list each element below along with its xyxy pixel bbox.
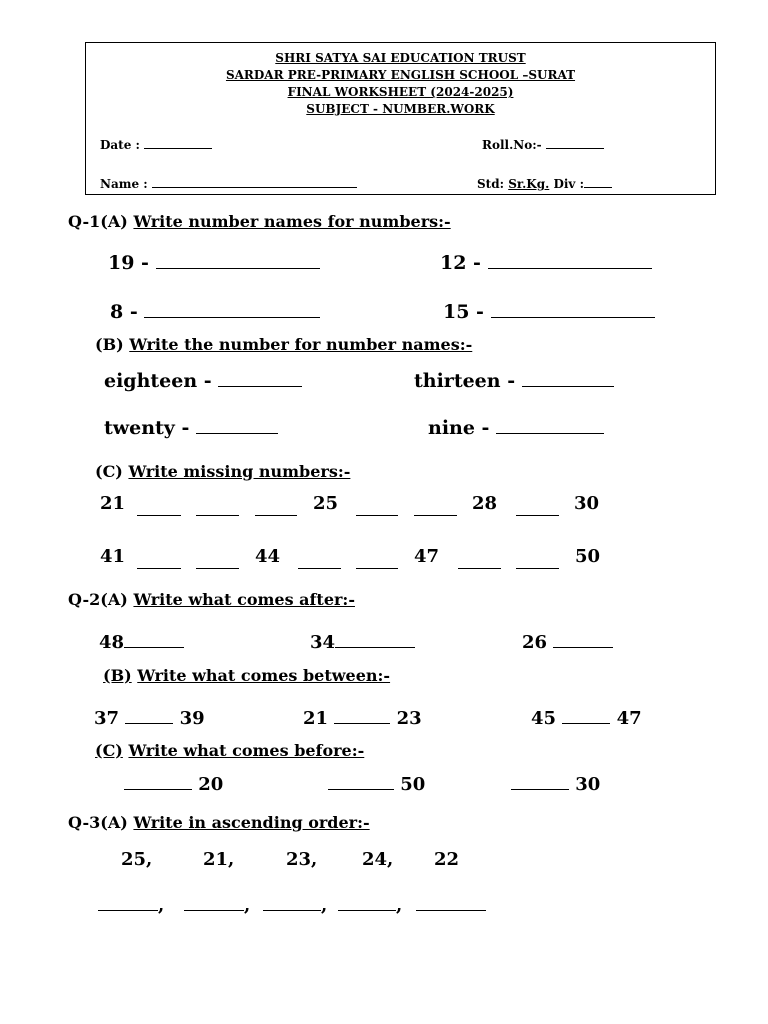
roll-blank[interactable] — [546, 136, 604, 149]
q2b-item-2: 21 23 — [303, 705, 422, 729]
worksheet-title: FINAL WORKSHEET (2024-2025) — [287, 85, 514, 99]
sequence-number: 30 — [574, 493, 600, 514]
answer-blank[interactable] — [522, 367, 614, 387]
answer-blank[interactable] — [553, 629, 613, 648]
date-blank[interactable] — [144, 136, 212, 149]
q1b-item-1: eighteen - — [104, 367, 302, 392]
answer-blank[interactable] — [196, 414, 278, 434]
answer-blank[interactable] — [196, 550, 239, 569]
ascending-answer-2: , — [184, 892, 250, 916]
q1b-heading: (B) Write the number for number names:- — [95, 335, 473, 354]
answer-blank[interactable] — [137, 497, 181, 516]
q1b-item-4: nine - — [428, 414, 604, 439]
q3a-heading: Q-3(A) Write in ascending order:- — [68, 813, 370, 832]
q2b-heading: (B) Write what comes between:- — [103, 666, 391, 685]
q1a-item-1: 19 - — [108, 249, 320, 274]
q1c-heading: (C) Write missing numbers:- — [95, 462, 351, 481]
std-value: Sr.Kg. — [508, 177, 550, 191]
answer-blank[interactable] — [218, 367, 302, 387]
answer-blank[interactable] — [196, 497, 239, 516]
q1a-item-2: 12 - — [440, 249, 652, 274]
subject-title: SUBJECT - NUMBER.WORK — [306, 102, 495, 116]
answer-blank[interactable] — [488, 249, 652, 269]
sequence-number: 25 — [313, 493, 339, 514]
q2a-item-3: 26 — [522, 629, 613, 653]
answer-blank[interactable] — [137, 550, 181, 569]
q2c-heading: (C) Write what comes before:- — [95, 741, 365, 760]
q1a-item-4: 15 - — [443, 298, 655, 323]
order-number: 21, — [203, 849, 235, 870]
answer-blank[interactable] — [156, 249, 320, 269]
name-field: Name : — [100, 175, 357, 191]
ascending-answer-5 — [416, 892, 486, 916]
ascending-answer-row — [0, 892, 768, 922]
answer-blank[interactable] — [516, 550, 559, 569]
answer-blank[interactable] — [98, 892, 158, 911]
school-name: SARDAR PRE-PRIMARY ENGLISH SCHOOL –SURAT — [225, 68, 576, 82]
sequence-number: 50 — [575, 546, 601, 567]
answer-blank[interactable] — [511, 771, 569, 790]
q2c-item-2: 50 — [328, 771, 425, 795]
div-blank[interactable] — [584, 175, 612, 188]
answer-blank[interactable] — [356, 550, 398, 569]
answer-blank[interactable] — [516, 497, 559, 516]
answer-blank[interactable] — [255, 497, 297, 516]
q2b-item-3: 45 47 — [531, 705, 642, 729]
date-field: Date : — [100, 136, 212, 152]
q2a-item-1: 48 — [99, 629, 184, 653]
q1a-heading: Q-1(A) Write number names for numbers:- — [68, 212, 451, 231]
q2a-heading: Q-2(A) Write what comes after:- — [68, 590, 355, 609]
answer-blank[interactable] — [125, 705, 173, 724]
answer-blank[interactable] — [496, 414, 604, 434]
answer-blank[interactable] — [328, 771, 394, 790]
answer-blank[interactable] — [124, 771, 192, 790]
answer-blank[interactable] — [184, 892, 244, 911]
name-blank[interactable] — [152, 175, 357, 188]
sequence-number: 28 — [472, 493, 498, 514]
q2c-item-1: 20 — [124, 771, 223, 795]
q1b-item-3: twenty - — [104, 414, 278, 439]
answer-blank[interactable] — [356, 497, 398, 516]
q2b-item-1: 37 39 — [94, 705, 205, 729]
answer-blank[interactable] — [416, 892, 486, 911]
missing-numbers-row-1 — [0, 493, 768, 523]
missing-numbers-row-2 — [0, 546, 768, 576]
answer-blank[interactable] — [458, 550, 501, 569]
ascending-numbers-row — [0, 849, 768, 879]
ascending-answer-3: , — [263, 892, 327, 916]
answer-blank[interactable] — [414, 497, 457, 516]
sequence-number: 47 — [414, 546, 440, 567]
answer-blank[interactable] — [124, 629, 184, 648]
answer-blank[interactable] — [562, 705, 610, 724]
answer-blank[interactable] — [334, 705, 390, 724]
trust-name: SHRI SATYA SAI EDUCATION TRUST — [275, 51, 526, 65]
q2a-item-2: 34 — [310, 629, 415, 653]
answer-blank[interactable] — [298, 550, 341, 569]
order-number: 25, — [121, 849, 153, 870]
q1b-item-2: thirteen - — [414, 367, 614, 392]
answer-blank[interactable] — [335, 629, 415, 648]
ascending-answer-1: , — [98, 892, 164, 916]
ascending-answer-4: , — [338, 892, 402, 916]
answer-blank[interactable] — [144, 298, 320, 318]
answer-blank[interactable] — [338, 892, 396, 911]
std-field: Std: Sr.Kg. Div : — [477, 175, 612, 191]
q1a-item-3: 8 - — [110, 298, 320, 323]
q2c-item-3: 30 — [511, 771, 600, 795]
sequence-number: 21 — [100, 493, 126, 514]
sequence-number: 41 — [100, 546, 126, 567]
roll-field: Roll.No:- — [482, 136, 604, 152]
order-number: 23, — [286, 849, 318, 870]
order-number: 24, — [362, 849, 394, 870]
sequence-number: 44 — [255, 546, 281, 567]
answer-blank[interactable] — [491, 298, 655, 318]
header-box — [85, 42, 716, 195]
answer-blank[interactable] — [263, 892, 321, 911]
order-number: 22 — [434, 849, 460, 870]
